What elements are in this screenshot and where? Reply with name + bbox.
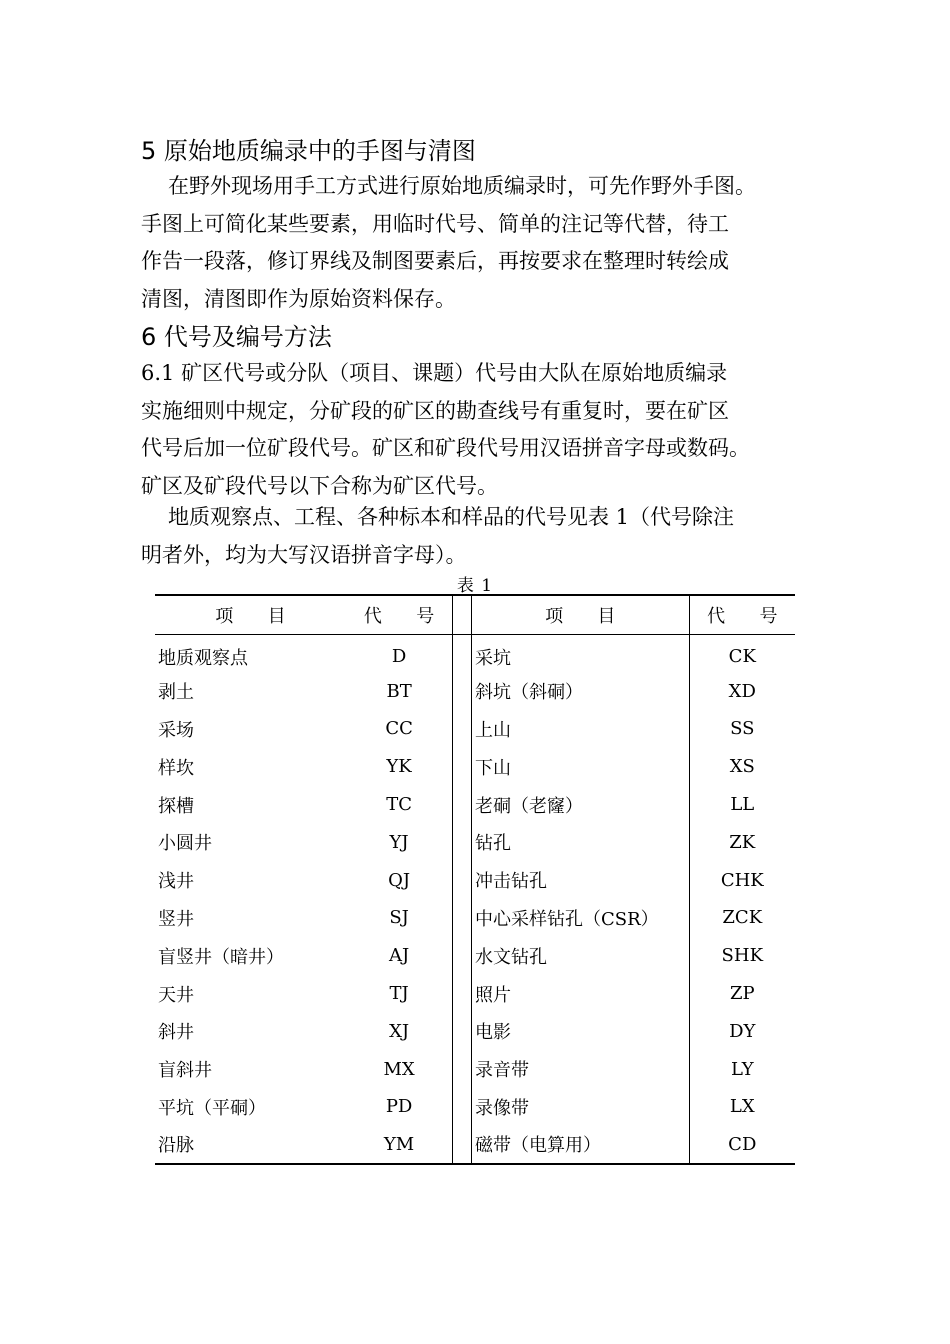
code-left-cell: YJ bbox=[346, 823, 453, 861]
code-left-cell: D bbox=[346, 635, 453, 673]
item-right-cell: 上山 bbox=[471, 710, 689, 748]
code-left-cell: SJ bbox=[346, 899, 453, 937]
table-body bbox=[155, 635, 795, 1164]
table-row bbox=[155, 672, 795, 710]
table-row bbox=[155, 1088, 795, 1126]
table-header-row bbox=[155, 595, 795, 635]
section-6-heading: 6 代号及编号方法 bbox=[141, 323, 332, 351]
item-right-cell: 电影 bbox=[471, 1012, 689, 1050]
column-gap bbox=[453, 672, 472, 710]
item-left-cell: 剥土 bbox=[158, 682, 194, 704]
item-left-cell: 竖井 bbox=[158, 908, 194, 930]
item-right-cell: 照片 bbox=[471, 975, 689, 1013]
section-6-paragraph-2 bbox=[141, 499, 831, 574]
code-right-cell: LL bbox=[730, 794, 755, 816]
item-left-cell: 沿脉 bbox=[155, 1126, 346, 1164]
section-5-paragraph bbox=[141, 168, 831, 318]
code-right-cell: CHK bbox=[720, 869, 764, 891]
paragraph-line: 在野外现场用手工方式进行原始地质编录时，可先作野外手图。 bbox=[168, 174, 756, 198]
table-row bbox=[155, 899, 795, 937]
column-gap bbox=[453, 937, 472, 975]
item-right-cell: 斜坑（斜硐） bbox=[471, 672, 689, 710]
header-code-left: 代 号 bbox=[346, 595, 453, 635]
table-row bbox=[155, 748, 795, 786]
table-row bbox=[155, 786, 795, 824]
header-item-left: 项 目 bbox=[155, 595, 346, 635]
code-left-cell: TC bbox=[346, 786, 453, 824]
table-row bbox=[155, 1126, 795, 1164]
item-left-cell: 浅井 bbox=[158, 871, 194, 893]
paragraph-line: 清图，清图即作为原始资料保存。 bbox=[141, 286, 456, 311]
paragraph-line: 6.1 矿区代号或分队（项目、课题）代号由大队在原始地质编录 bbox=[141, 361, 728, 385]
item-right-cell: 水文钻孔 bbox=[471, 937, 689, 975]
item-right-cell: 钻孔 bbox=[471, 823, 689, 861]
item-right-cell: 下山 bbox=[471, 748, 689, 786]
code-left-cell: CC bbox=[346, 710, 453, 748]
item-left-cell: 天井 bbox=[158, 984, 194, 1006]
table-row bbox=[155, 710, 795, 748]
item-left-cell: 小圆井 bbox=[158, 833, 212, 855]
code-left-cell: PD bbox=[346, 1088, 453, 1126]
item-right-cell: 磁带（电算用） bbox=[471, 1126, 689, 1164]
code-table bbox=[155, 594, 795, 1165]
paragraph-line: 作告一段落，修订界线及制图要素后，再按要求在整理时转绘成 bbox=[141, 249, 729, 273]
header-code-right: 代 号 bbox=[689, 595, 795, 635]
column-gap bbox=[453, 861, 472, 899]
table-row bbox=[155, 823, 795, 861]
item-left-cell: 盲斜井 bbox=[158, 1060, 212, 1082]
item-left-cell: 平坑（平硐） bbox=[158, 1097, 266, 1119]
column-gap bbox=[453, 975, 472, 1013]
item-left-cell: 样坎 bbox=[158, 757, 194, 779]
code-left-cell: MX bbox=[346, 1050, 453, 1088]
code-left-cell: TJ bbox=[346, 975, 453, 1013]
paragraph-line: 实施细则中规定，分矿段的矿区的勘查线号有重复时，要在矿区 bbox=[141, 398, 729, 423]
code-right-cell: XS bbox=[729, 756, 755, 778]
table-row bbox=[155, 1012, 795, 1050]
code-left-cell: YM bbox=[346, 1126, 453, 1164]
item-right-cell: 采坑 bbox=[471, 635, 689, 673]
item-left-cell: 地质观察点 bbox=[158, 647, 248, 669]
section-6-1-paragraph bbox=[141, 355, 831, 505]
paragraph-line: 地质观察点、工程、各种标本和样品的代号见表 1（代号除注 bbox=[168, 505, 735, 529]
table-row bbox=[155, 975, 795, 1013]
code-left-cell: QJ bbox=[346, 861, 453, 899]
paragraph-line: 代号后加一位矿段代号。矿区和矿段代号用汉语拼音字母或数码。 bbox=[141, 436, 750, 460]
item-right-cell: 老硐（老窿） bbox=[471, 786, 689, 824]
item-left-cell: 探槽 bbox=[158, 795, 194, 817]
column-gap bbox=[453, 823, 472, 861]
paragraph-line: 明者外，均为大写汉语拼音字母）。 bbox=[141, 542, 467, 567]
column-gap bbox=[453, 1126, 472, 1164]
item-right-cell: 冲击钻孔 bbox=[471, 861, 689, 899]
item-left-cell: 斜井 bbox=[158, 1022, 194, 1044]
table-row bbox=[155, 861, 795, 899]
column-gap bbox=[453, 1088, 472, 1126]
item-left-cell: 采场 bbox=[158, 719, 194, 741]
code-right-cell: ZP bbox=[729, 983, 755, 1005]
code-right-cell: LX bbox=[729, 1096, 755, 1118]
table-caption: 表 1 bbox=[456, 576, 494, 596]
code-right-cell: DY bbox=[729, 1020, 756, 1042]
section-5-heading: 5 原始地质编录中的手图与清图 bbox=[141, 137, 476, 165]
table-row bbox=[155, 1050, 795, 1088]
item-right-cell: 中心采样钻孔（CSR） bbox=[471, 899, 689, 937]
code-right-cell: SHK bbox=[721, 945, 764, 967]
column-gap bbox=[453, 899, 472, 937]
column-gap bbox=[453, 786, 472, 824]
header-item-right: 项 目 bbox=[471, 595, 689, 635]
paragraph-line: 手图上可简化某些要素，用临时代号、简单的注记等代替，待工 bbox=[141, 211, 729, 236]
paragraph-line: 矿区及矿段代号以下合称为矿区代号。 bbox=[141, 473, 498, 498]
code-right-cell: XD bbox=[728, 680, 756, 702]
column-gap bbox=[453, 710, 472, 748]
code-left-cell: BT bbox=[346, 672, 453, 710]
code-right-cell: LY bbox=[730, 1058, 754, 1080]
table-row bbox=[155, 635, 795, 673]
item-right-cell: 录音带 bbox=[471, 1050, 689, 1088]
column-gap bbox=[453, 635, 472, 673]
code-left-cell: XJ bbox=[346, 1012, 453, 1050]
code-right-cell: ZCK bbox=[722, 907, 763, 929]
table-row bbox=[155, 937, 795, 975]
code-right-cell: SS bbox=[730, 718, 755, 740]
code-left-cell: AJ bbox=[346, 937, 453, 975]
column-gap bbox=[453, 1012, 472, 1050]
code-right-cell: CK bbox=[728, 646, 756, 668]
code-right-cell: CD bbox=[689, 1126, 795, 1164]
column-gap bbox=[453, 595, 472, 635]
code-right-cell: ZK bbox=[729, 831, 756, 853]
column-gap bbox=[453, 1050, 472, 1088]
code-left-cell: YK bbox=[346, 748, 453, 786]
column-gap bbox=[453, 748, 472, 786]
item-left-cell: 盲竖井（暗井） bbox=[158, 946, 284, 968]
item-right-cell: 录像带 bbox=[471, 1088, 689, 1126]
